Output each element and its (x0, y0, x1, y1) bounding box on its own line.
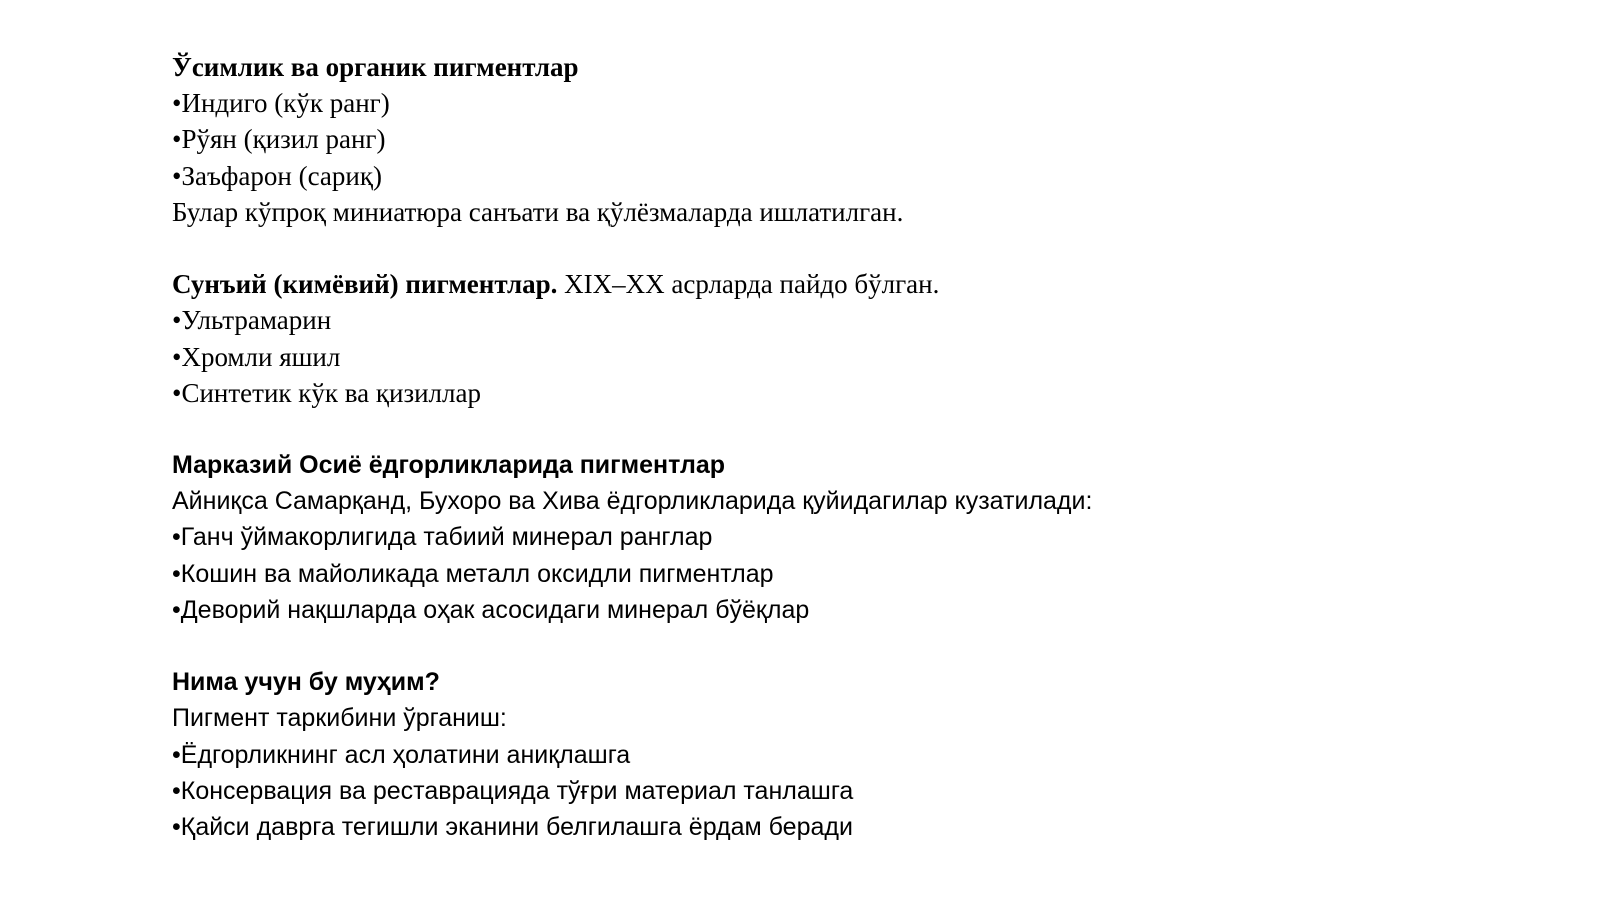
section-heading-why-important: Нима учун бу муҳим? (172, 668, 440, 697)
section-intro: Айниқса Самарқанд, Бухоро ва Хива ёдгорликларида қуйидагилар кузатилади: (172, 487, 1093, 516)
spacer (172, 628, 1552, 664)
section-intro: Пигмент таркибини ўрганиш: (172, 704, 507, 733)
section-note: Булар кўпроқ миниатюра санъати ва қўлёзмаларда ишлатилган. (172, 196, 904, 227)
list-item: •Консервация ва реставрацияда тўғри материал танлашга (172, 776, 854, 805)
list-item: •Рўян (қизил ранг) (172, 124, 386, 155)
list-item: •Заъфарон (сариқ) (172, 160, 382, 191)
section-heading-tail: XIX–XX асрларда пайдо бўлган. (557, 269, 940, 300)
list-item: •Синтетик кўк ва қизиллар (172, 377, 481, 408)
list-item: •Индиго (кўк ранг) (172, 88, 390, 119)
section-heading-synthetic-pigments (172, 266, 1552, 302)
slide-text-body (172, 49, 1552, 845)
list-item: •Кошин ва майоликада металл оксидли пигментлар (172, 559, 774, 588)
list-item: •Деворий нақшларда оҳак асосидаги минерал бўёқлар (172, 595, 810, 624)
list-item: •Қайси даврга тегишли эканини белгилашга ёрдам беради (172, 812, 853, 841)
section-heading-plant-pigments: Ўсимлик ва органик пигментлар (172, 52, 579, 82)
section-heading-central-asia: Марказий Осиё ёдгорликларида пигментлар (172, 451, 726, 480)
list-item: •Хромли яшил (172, 341, 341, 372)
spacer (172, 411, 1552, 447)
list-item: •Ультрамарин (172, 305, 332, 336)
section-heading-bold: Сунъий (кимёвий) пигментлар. (172, 269, 558, 300)
spacer (172, 230, 1552, 266)
list-item: •Ёдгорликнинг асл ҳолатини аниқлашга (172, 740, 631, 769)
list-item: •Ганч ўймакорлигида табиий минерал ранглар (172, 523, 713, 552)
